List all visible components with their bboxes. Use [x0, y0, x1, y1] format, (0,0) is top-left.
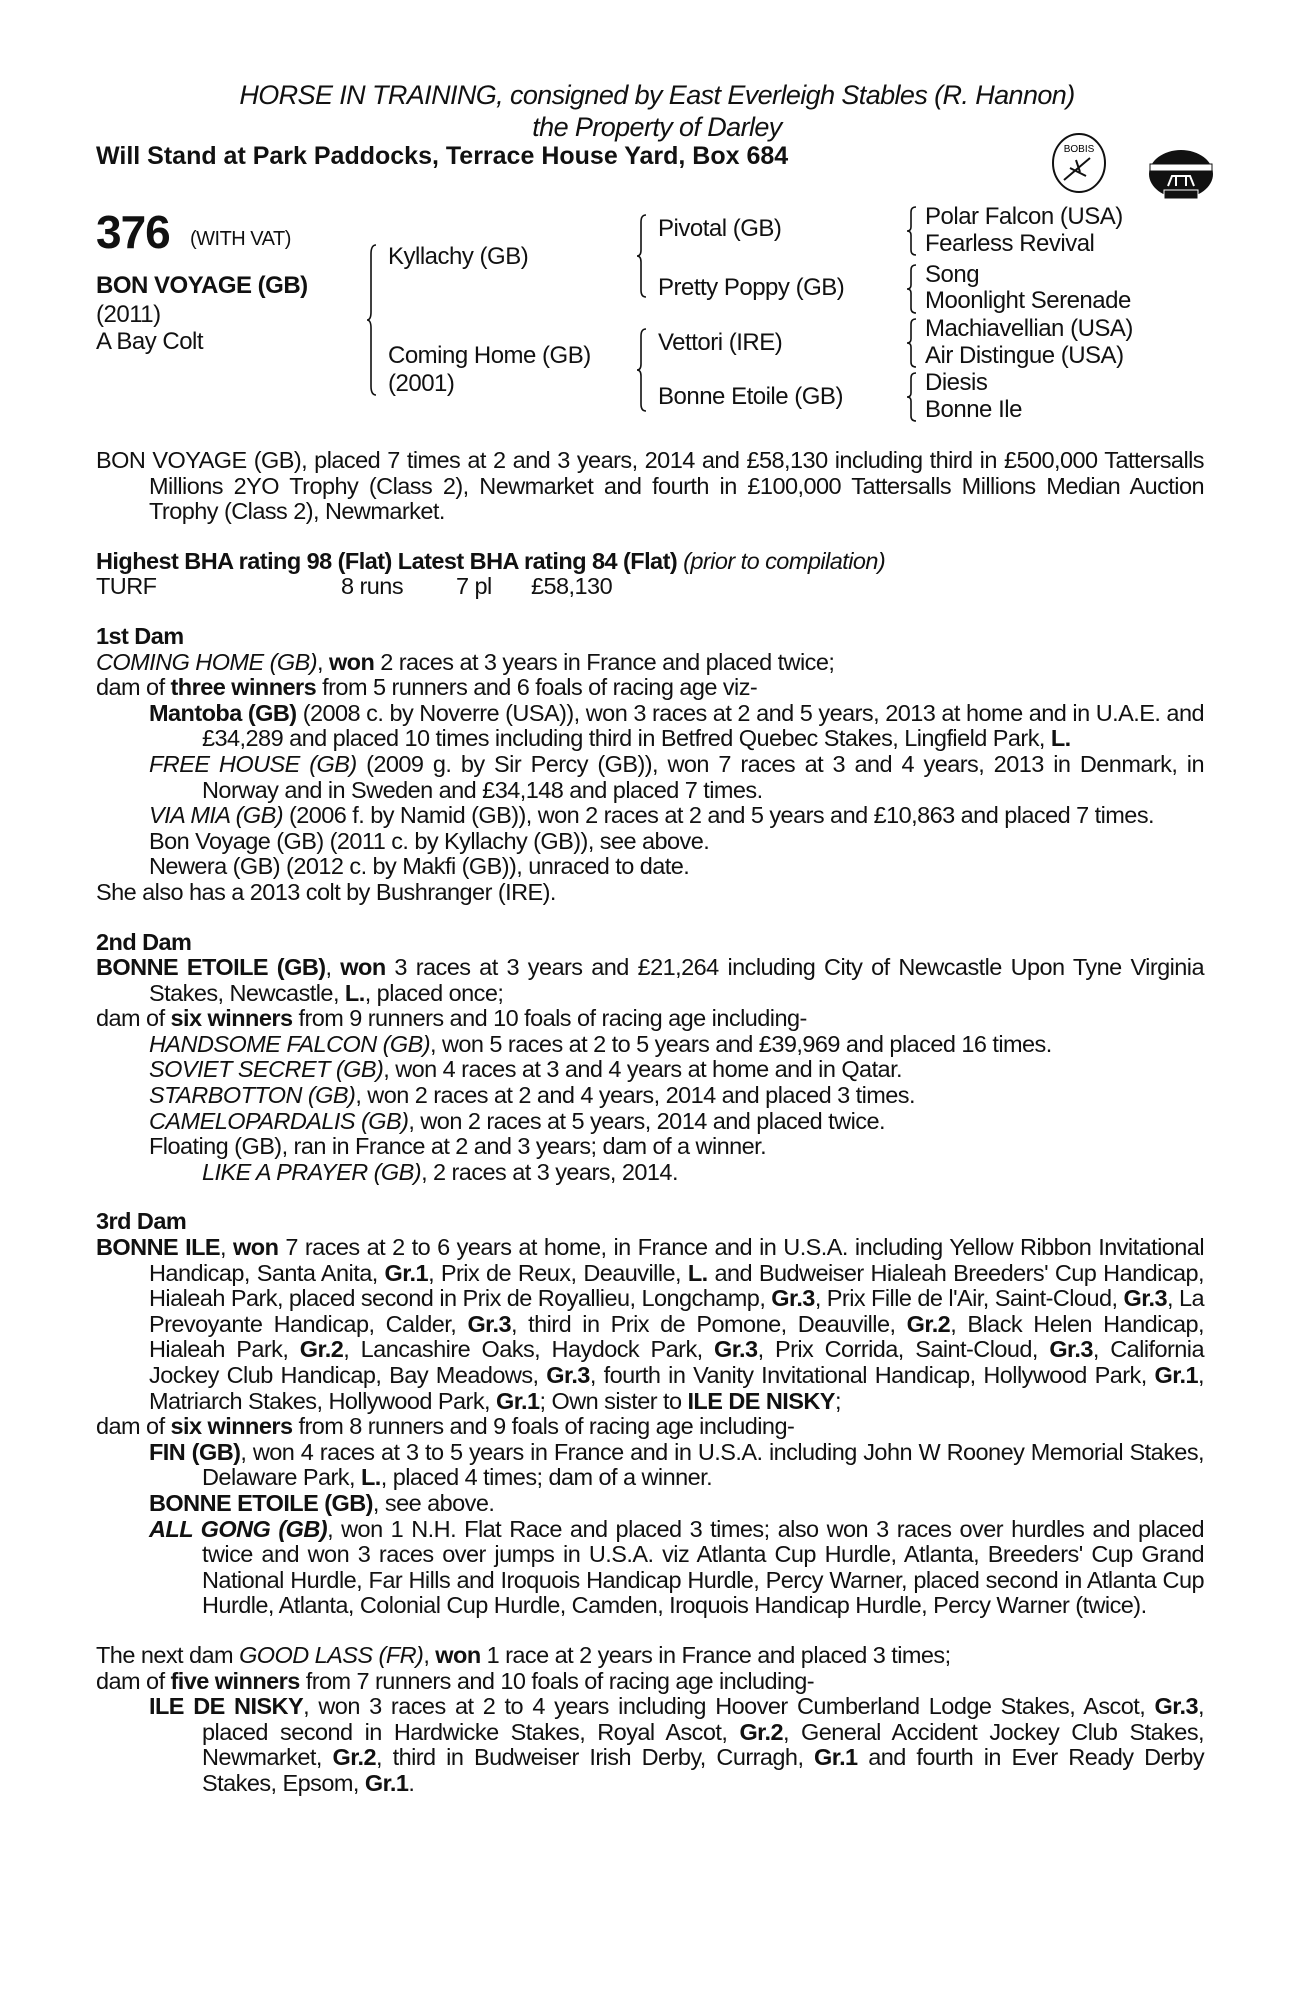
text-run: won: [435, 1641, 481, 1668]
pedigree-brace: [906, 372, 918, 422]
text-run: won: [233, 1234, 279, 1261]
pedigree-gen3-4: Moonlight Serenade: [925, 287, 1131, 314]
pedigree-sire-dam: Pretty Poppy (GB): [658, 274, 845, 301]
text-run: Gr.3: [467, 1310, 511, 1337]
text-run: and Budweiser Hialeah Breeders' Cup Handicap, Hialeah Park, placed second in Prix de Royallieu, Longchamp,: [149, 1259, 1205, 1312]
horse-name: BON VOYAGE (GB): [96, 272, 308, 299]
text-run: ,: [220, 1234, 234, 1261]
text-run: FREE HOUSE (GB): [149, 750, 357, 777]
pedigree-brace: [366, 244, 378, 396]
pedigree-section: [96, 624, 1204, 906]
pedigree-brace: [636, 214, 648, 298]
pedigree-entry: [96, 1134, 1204, 1160]
pedigree-section: [96, 448, 1204, 525]
pedigree-entry: [96, 1083, 1204, 1109]
text-run: Bon Voyage (GB) (2011 c. by Kyllachy (GB)), see above.: [149, 827, 710, 854]
pedigree-section: [96, 1643, 1204, 1797]
race-record-placed: 7 pl: [456, 573, 492, 600]
text-run: Gr.1: [384, 1259, 429, 1286]
text-run: from 8 runners and 9 foals of racing age including-: [292, 1413, 795, 1440]
text-run: L.: [1050, 725, 1071, 752]
catalogue-title: HORSE IN TRAINING, consigned by East Everleigh Stables (R. Hannon): [239, 80, 1075, 110]
pedigree-entry: [96, 752, 1204, 803]
text-run: , Prix Fille de l'Air, Saint-Cloud,: [814, 1285, 1124, 1312]
text-run: (2008 c. by Noverre (USA)), won 3 races at 2 and 5 years, 2013 at home and in U.A.E. and £34,289 and placed 10 times including third in Betfred Quebec Stakes, Lingfield Park,: [202, 699, 1204, 752]
text-run: ALL GONG (GB): [149, 1515, 328, 1542]
text-run: 1st Dam: [96, 622, 184, 649]
text-run: from 9 runners and 10 foals of racing age including-: [292, 1005, 807, 1032]
text-run: BON VOYAGE (GB), placed 7 times at 2 and 3 years, 2014 and £58,130 including third in £500,000 Tattersalls Millions 2YO Trophy (Class 2), Newmarket and fourth in £100,000 Tattersalls Millions Median Auction Trophy (Class 2), Newmarket.: [96, 447, 1204, 525]
text-run: L.: [360, 1464, 381, 1491]
pedigree-brace: [906, 206, 918, 256]
text-run: VIA MIA (GB): [149, 802, 283, 829]
text-run: ,: [316, 648, 329, 675]
text-run: , placed second in Hardwicke Stakes, Royal Ascot,: [202, 1693, 1204, 1745]
text-run: and fourth in Ever Ready Derby Stakes, Epsom,: [202, 1744, 1205, 1796]
pedigree-entry: [96, 650, 1204, 676]
text-run: , won 5 races at 2 to 5 years and £39,969 and placed 16 times.: [430, 1030, 1052, 1057]
section-heading: [96, 624, 1204, 650]
text-run: Gr.2: [332, 1744, 377, 1771]
text-run: BONNE ILE: [96, 1234, 221, 1261]
text-run: from 7 runners and 10 foals of racing age including-: [299, 1667, 815, 1694]
horse-year: (2011): [96, 301, 161, 328]
pedigree-gen3-8: Bonne Ile: [925, 396, 1022, 423]
pedigree-entry: [96, 1694, 1204, 1796]
text-run: , Matriarch Stakes, Hollywood Park,: [149, 1362, 1204, 1414]
text-run: , third in Prix de Pomone, Deauville,: [510, 1310, 907, 1337]
pedigree-entry: [96, 1414, 1204, 1440]
pedigree-entry: [96, 803, 1204, 829]
bobis-logo-icon: [1050, 132, 1108, 194]
pedigree-sire-sire: Pivotal (GB): [658, 215, 782, 242]
text-run: Highest BHA rating 98 (Flat) Latest BHA rating 84 (Flat): [96, 547, 684, 574]
text-run: , fourth in Vanity Invitational Handicap, Hollywood Park,: [589, 1362, 1155, 1388]
text-run: Gr.1: [814, 1744, 858, 1771]
pedigree-entry: [96, 854, 1204, 880]
text-run: Gr.2: [906, 1310, 951, 1337]
pedigree-brace: [906, 264, 918, 314]
pedigree-entry: [96, 1109, 1204, 1135]
horse-description: A Bay Colt: [96, 328, 204, 355]
pedigree-entry: [96, 1160, 1204, 1186]
section-heading: [96, 1209, 1204, 1235]
text-run: , third in Budweiser Irish Derby, Curragh,: [376, 1744, 815, 1771]
text-run: five winners: [170, 1667, 300, 1694]
text-run: GOOD LASS (FR): [239, 1641, 424, 1668]
pedigree-entry: [96, 1006, 1204, 1032]
pedigree-entry: [96, 675, 1204, 701]
text-run: Newera (GB) (2012 c. by Makfi (GB)), unraced to date.: [149, 853, 690, 880]
text-run: won: [340, 954, 386, 981]
race-record-runs: 8 runs: [341, 573, 404, 600]
section-heading: [96, 930, 1204, 956]
pedigree-dam: Coming Home (GB): [388, 342, 591, 369]
pedigree-brace: [906, 318, 918, 368]
text-run: ,: [325, 954, 341, 981]
pedigree-entry: [96, 1491, 1204, 1517]
pedigree-gen3-3: Song: [925, 261, 980, 288]
text-run: , placed once;: [364, 979, 504, 1006]
text-run: ;: [834, 1387, 841, 1414]
text-run: Floating (GB), ran in France at 2 and 3 years; dam of a winner.: [149, 1133, 767, 1160]
text-run: SOVIET SECRET (GB): [149, 1056, 384, 1083]
text-run: 3rd Dam: [96, 1208, 187, 1235]
text-run: BONNE ETOILE (GB): [96, 954, 326, 981]
race-record-surface: TURF: [96, 573, 157, 600]
text-run: Gr.1: [364, 1769, 409, 1796]
text-run: , General Accident Jockey Club Stakes, Newmarket,: [202, 1718, 1204, 1771]
pedigree-gen3-2: Fearless Revival: [925, 230, 1095, 257]
text-run: , won 3 races at 2 to 4 years including Hoover Cumberland Lodge Stakes, Ascot,: [303, 1693, 1155, 1720]
text-run: , Prix Corrida, Saint-Cloud,: [757, 1336, 1050, 1363]
pedigree-entry: [96, 1643, 1204, 1669]
text-run: 1 race at 2 years in France and placed 3 times;: [480, 1641, 951, 1668]
text-run: Mantoba (GB): [149, 699, 297, 726]
text-run: Gr.3: [714, 1336, 758, 1363]
pedigree-dam-year: (2001): [388, 370, 455, 397]
pedigree-entry: [96, 1235, 1204, 1414]
text-run: won: [328, 648, 375, 675]
lot-vat-note: (WITH VAT): [190, 228, 291, 250]
text-run: dam of: [96, 1413, 171, 1440]
text-run: L.: [687, 1259, 708, 1286]
text-run: COMING HOME (GB): [96, 648, 317, 675]
lot-number: 376: [96, 206, 170, 258]
pedigree-entry: [96, 448, 1204, 525]
rating-section: [96, 549, 1204, 600]
pedigree-gen3-5: Machiavellian (USA): [925, 315, 1133, 342]
pedigree-section: [96, 1209, 1204, 1619]
text-run: Gr.2: [299, 1336, 344, 1363]
text-run: Gr.2: [739, 1718, 783, 1745]
text-run: , La Prevoyante Handicap, Calder,: [149, 1285, 1205, 1337]
text-run: , placed 4 times; dam of a winner.: [380, 1464, 713, 1491]
text-run: HANDSOME FALCON (GB): [149, 1030, 431, 1057]
text-run: CAMELOPARDALIS (GB): [149, 1107, 409, 1134]
text-run: , won 4 races at 3 to 5 years in France and in U.S.A. including John W Rooney Memorial Stakes, Delaware Park,: [202, 1438, 1204, 1491]
text-run: Gr.3: [771, 1285, 815, 1312]
text-run: three winners: [170, 674, 317, 701]
text-run: 3 races at 3 years and £21,264 including City of Newcastle Upon Tyne Virginia Stakes, Newcastle,: [149, 954, 1204, 1006]
text-run: BONNE ETOILE (GB): [149, 1489, 373, 1516]
yearling-bonus-logo-icon: [1146, 148, 1216, 204]
pedigree-sire: Kyllachy (GB): [388, 243, 529, 270]
text-run: Gr.3: [546, 1362, 590, 1388]
catalogue-subtitle: the Property of Darley: [532, 112, 782, 142]
text-run: (2009 g. by Sir Percy (GB)), won 7 races at 3 and 4 years, 2013 in Denmark, in Norway and in Sweden and £34,148 and placed 7 times.: [202, 750, 1204, 803]
pedigree-entry: [96, 1440, 1204, 1491]
text-run: , won 2 races at 2 and 4 years, 2014 and placed 3 times.: [355, 1082, 915, 1109]
text-run: dam of: [96, 674, 171, 701]
text-run: The next dam: [96, 1641, 240, 1668]
race-record: [96, 574, 1204, 600]
text-run: 7 races at 2 to 6 years at home, in France and in U.S.A. including Yellow Ribbon Invitational Handicap, Santa Anita,: [149, 1234, 1204, 1286]
pedigree-brace: [636, 328, 648, 412]
pedigree-gen3-6: Air Distingue (USA): [925, 342, 1124, 369]
text-run: L.: [344, 979, 365, 1006]
text-run: from 5 runners and 6 foals of racing age viz-: [316, 674, 758, 701]
pedigree-gen3-7: Diesis: [925, 369, 988, 396]
text-run: , California Jockey Club Handicap, Bay Meadows,: [149, 1336, 1204, 1388]
pedigree-entry: [96, 1032, 1204, 1058]
text-run: six winners: [170, 1413, 293, 1440]
pedigree-entry: [96, 880, 1204, 906]
text-run: , Lancashire Oaks, Haydock Park,: [343, 1336, 715, 1363]
text-run: LIKE A PRAYER (GB): [202, 1158, 422, 1185]
text-run: ILE DE NISKY: [149, 1693, 304, 1720]
pedigree-section: [96, 930, 1204, 1186]
pedigree-dam-sire: Vettori (IRE): [658, 329, 783, 356]
text-run: , see above.: [372, 1489, 495, 1516]
text-run: .: [408, 1769, 415, 1796]
pedigree-entry: [96, 701, 1204, 752]
text-run: Gr.1: [496, 1387, 540, 1414]
text-run: Gr.3: [1123, 1285, 1167, 1312]
svg-text:BOBIS: BOBIS: [1063, 144, 1095, 155]
catalogue-body: [96, 448, 1204, 1821]
text-run: 2 races at 3 years in France and placed twice;: [374, 648, 835, 675]
text-run: , won 2 races at 5 years, 2014 and placed twice.: [408, 1107, 885, 1134]
text-run: (2006 f. by Namid (GB)), won 2 races at 2 and 5 years and £10,863 and placed 7 times.: [282, 802, 1154, 829]
pedigree-entry: [96, 1517, 1204, 1619]
text-run: FIN (GB): [149, 1438, 241, 1465]
text-run: ILE DE NISKY: [687, 1387, 835, 1414]
text-run: Gr.3: [1154, 1693, 1199, 1720]
pedigree-entry: [96, 1669, 1204, 1695]
text-run: , Black Helen Handicap, Hialeah Park,: [149, 1310, 1204, 1363]
pedigree-gen3-1: Polar Falcon (USA): [925, 203, 1123, 230]
text-run: , won 4 races at 3 and 4 years at home and in Qatar.: [383, 1056, 903, 1083]
text-run: STARBOTTON (GB): [149, 1082, 356, 1109]
pedigree-entry: [96, 829, 1204, 855]
pedigree-dam-dam: Bonne Etoile (GB): [658, 383, 843, 410]
text-run: , won 1 N.H. Flat Race and placed 3 times; also won 3 races over hurdles and placed twice and won 3 races over jumps in U.S.A. viz Atlanta Cup Hurdle, Atlanta, Breeders' Cup Grand National Hurdle, Far Hills and Iroquois Handicap Hurdle, Percy Warner, placed second in Atlanta Cup Hurdle, Atlanta, Colonial Cup Hurdle, Camden, Iroquois Handicap Hurdle, Percy Warner (twice).: [202, 1515, 1205, 1619]
text-run: She also has a 2013 colt by Bushranger (IRE).: [96, 878, 556, 905]
bha-rating-line: [96, 549, 1204, 575]
race-record-earnings: £58,130: [531, 573, 613, 600]
text-run: (prior to compilation): [683, 547, 886, 574]
text-run: Gr.1: [1154, 1362, 1199, 1388]
pedigree-entry: [96, 1057, 1204, 1083]
text-run: Gr.3: [1049, 1336, 1093, 1363]
text-run: ,: [423, 1641, 436, 1668]
pedigree-entry: [96, 955, 1204, 1006]
stand-location: Will Stand at Park Paddocks, Terrace House Yard, Box 684: [96, 142, 789, 170]
text-run: dam of: [96, 1667, 171, 1694]
text-run: , Prix de Reux, Deauville,: [428, 1259, 688, 1286]
text-run: six winners: [170, 1005, 293, 1032]
text-run: dam of: [96, 1005, 171, 1032]
text-run: ; Own sister to: [539, 1387, 688, 1414]
text-run: , 2 races at 3 years, 2014.: [421, 1158, 678, 1185]
text-run: 2nd Dam: [96, 928, 192, 955]
